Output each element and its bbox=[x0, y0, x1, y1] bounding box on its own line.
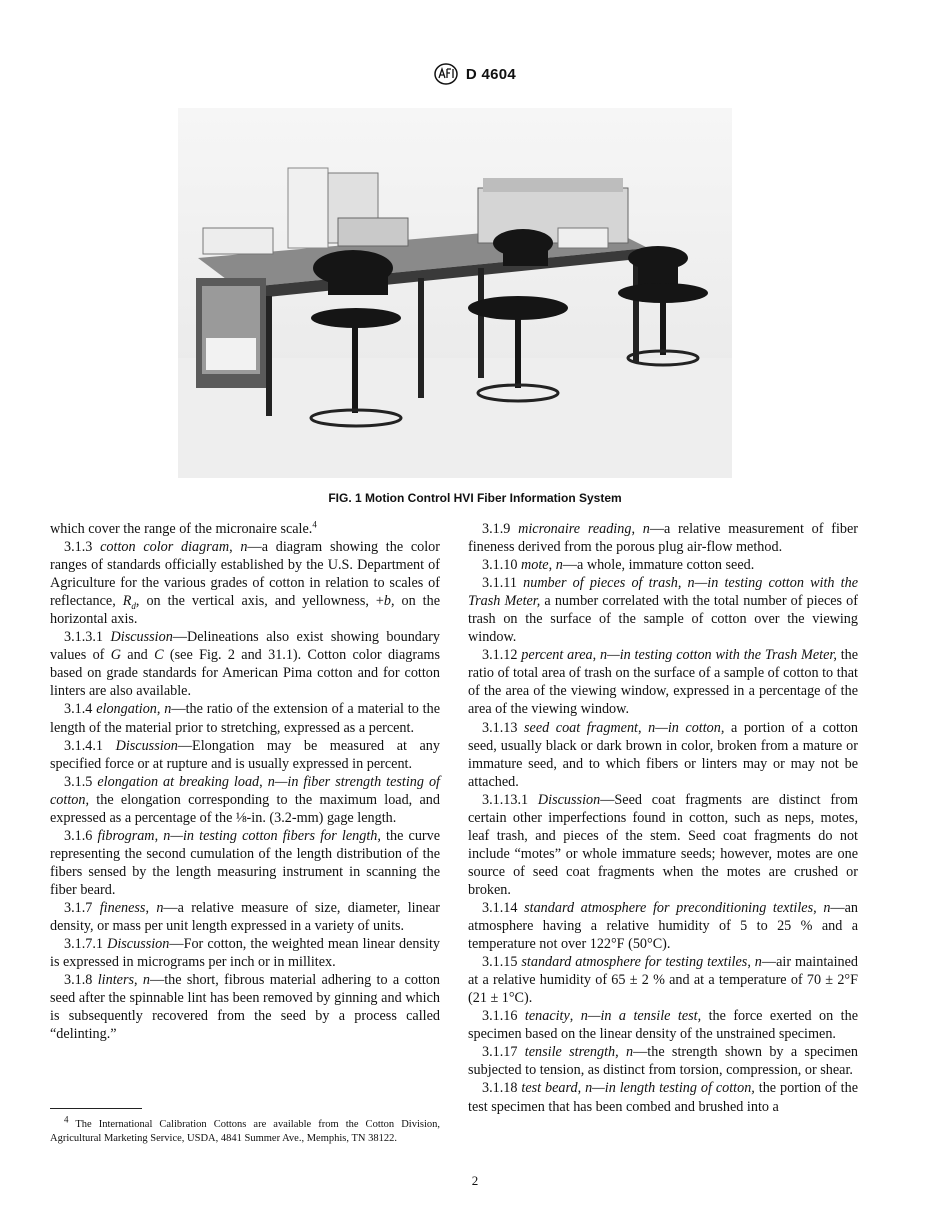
definition-3-1-17: 3.1.17 tensile strength, n—the strength shown by a specimen subjected to tension, as distinct from torsion, compression, or shear. bbox=[468, 1044, 859, 1079]
figure-photo bbox=[178, 108, 732, 478]
definition-3-1-7: 3.1.7 fineness, n—a relative measure of size, diameter, linear density, or mass per unit length expressed in a variety of units. bbox=[50, 899, 441, 935]
definition-3-1-15: 3.1.15 standard atmosphere for testing textiles, n—air maintained at a relative humidity of 65 ± 2 % and at a temperature of 70 ± 2°F (21 ± 1°C). bbox=[468, 954, 859, 1007]
definition-3-1-9: 3.1.9 micronaire reading, n—a relative measurement of fiber fineness derived from the porous plug air-flow method. bbox=[468, 521, 859, 556]
definition-3-1-6: 3.1.6 fibrogram, n—in testing cotton fibers for length, the curve representing the second cumulation of the length distribution of the fibers sensed by the length measuring instrument in scanning the fiber beard. bbox=[50, 827, 441, 898]
definition-3-1-16: 3.1.16 tenacity, n—in a tensile test, the force exerted on the specimen based on the linear density of the unstrained specimen. bbox=[468, 1008, 858, 1043]
page-header bbox=[0, 63, 950, 90]
definition-3-1-14: 3.1.14 standard atmosphere for preconditioning textiles, n—an atmosphere having a relative humidity of 5 to 25 % and a temperature not over 122°F (50°C). bbox=[468, 899, 858, 953]
definition-3-1-11: 3.1.11 number of pieces of trash, n—in testing cotton with the Trash Meter, a number correlated with the total number of pieces of trash on the surface of the sample of cotton over the viewing window. bbox=[468, 575, 859, 646]
definition-3-1-10: 3.1.10 mote, n—a whole, immature cotton seed. bbox=[482, 557, 755, 574]
footnote: $^4$ The International Calibration Cottons are available from the Cotton Division, Agricultural Marketing Service, USDA, 4841 Summer Ave., Memphis, TN 38122. bbox=[50, 1114, 440, 1144]
page-number: 2 bbox=[471, 1173, 479, 1188]
left-column bbox=[50, 520, 440, 1043]
discussion-3-1-7-1: 3.1.7.1 Discussion—For cotton, the weighted mean linear density is expressed in micrograms per inch or in millitex. bbox=[50, 936, 441, 971]
discussion-3-1-13-1: 3.1.13.1 Discussion—Seed coat fragments are distinct from certain other imperfections found in cotton, such as neps, motes, leaf trash, and pieces of the stem. Seed coat fragments do not include “motes” or whole immature seeds; however, motes are one source of seed coat fragments when the motes are crushed or broken. bbox=[468, 791, 859, 898]
definition-3-1-18: 3.1.18 test beard, n—in length testing of cotton, the portion of the test specimen that has been combed and brushed into a bbox=[468, 1080, 858, 1115]
definition-3-1-3: 3.1.3 cotton color diagram, n—a diagram showing the color ranges of standards officially established by the U.S. Department of Agriculture for the various grades of cotton in relation to scales of reflectance, $R_d$, on the vertical axis, and yellowness, +b, on the horizontal axis. bbox=[50, 539, 441, 628]
definition-3-1-8: 3.1.8 linters, n—the short, fibrous material adhering to a cotton seed after the spinnable lint has been removed by ginning and which is subsequently recovered from the seed by a process called “delinting.” bbox=[50, 972, 441, 1043]
astm-logo-icon bbox=[434, 63, 458, 85]
discussion-3-1-3-1: 3.1.3.1 Discussion—Delineations also exist showing boundary values of G and C (see Fig. 2 and 31.1). Cotton color diagrams based on grade standards for American Pima cotton and for cotton linters are also available. bbox=[50, 629, 440, 700]
definition-3-1-4: 3.1.4 elongation, n—the ratio of the extension of a material to the length of the material prior to stretching, expressed as a percent. bbox=[50, 701, 440, 736]
footnote-divider bbox=[50, 1108, 142, 1109]
definition-3-1-12: 3.1.12 percent area, n—in testing cotton with the Trash Meter, the ratio of total area of trash on the surface of a sample of cotton to that of the area of the viewing window, expressed in a percentage of the area of the viewing window. bbox=[468, 647, 859, 718]
paragraph: which cover the range of the micronaire scale.$^4$ bbox=[50, 519, 317, 537]
right-column bbox=[468, 520, 858, 1116]
definition-3-1-13: 3.1.13 seed coat fragment, n—in cotton, a portion of a cotton seed, usually black or dark brown in color, broken from a mature or immature seed, and to which fibers or linters may or may not be attached. bbox=[468, 719, 859, 790]
definition-3-1-5: 3.1.5 elongation at breaking load, n—in fiber strength testing of cotton, the elongation corresponding to the maximum load, and expressed as a percentage of the ⅛-in. (3.2-mm) gage length. bbox=[50, 773, 440, 826]
discussion-3-1-4-1: 3.1.4.1 Discussion—Elongation may be measured at any specified force or at rupture and is usually expressed in percent. bbox=[50, 737, 440, 772]
document-code: D 4604 bbox=[465, 65, 517, 83]
figure-caption: FIG. 1 Motion Control HVI Fiber Information System bbox=[328, 491, 622, 505]
